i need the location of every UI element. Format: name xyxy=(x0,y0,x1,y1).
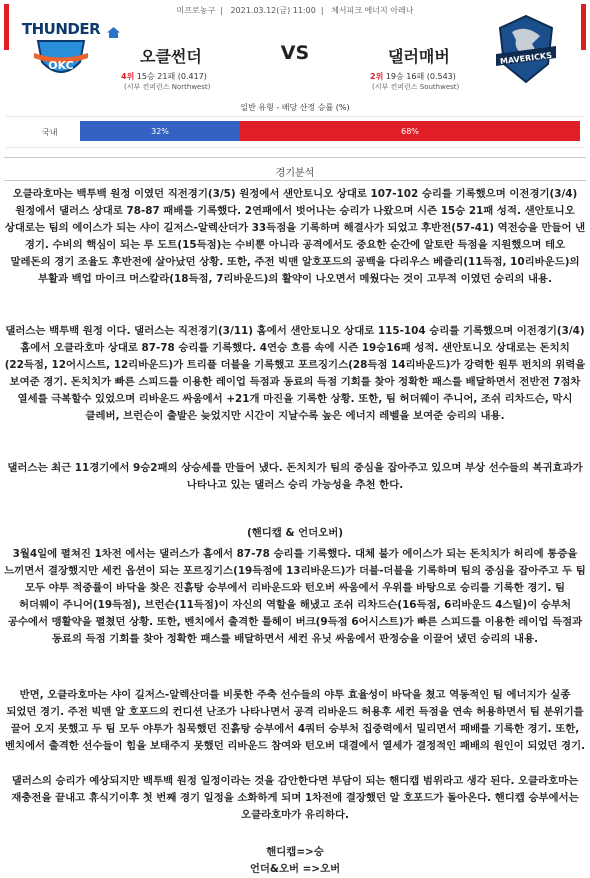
section-divider-bottom xyxy=(4,180,586,181)
home-probability-text: 32% xyxy=(151,126,169,136)
mavericks-logo-text: MAVERICKS xyxy=(499,50,553,67)
analysis-paragraph-2: 댈러스는 백투백 원정 이다. 댈러스는 직전경기(3/11) 홈에서 샌안토니오 상대로 115-104 승리를 기록했으며 이전경기(3/4) 홈에서 오클라호마 상대로 87-78 승리를 기록했다. 4연승 흐름 속에 시즌 19승16패 성적. 샌안토니오 상대로는 돈치치(22득점, 12어시스트, 12리바운드)가 트리플 더블을 기록했고 포르징기스(28득점 14리바운드)가 강력한 원투 펀치의 위력을 보여준 경기. 돈치치가 빠른 스피드를 이용한 레이업 득점과 동료의 득점 기회를 찾아 정확한 패스를 배달하면서 전반전 7점차 열세를 극복할수 있었으며 리바운드 싸움에서 +21개 마진을 기록한 상황. 또한, 팀 허더웨이 주니어, 조쉬 리차드슨, 막시 클레버, 브런슨이 출발은 늦었지만 시간이 지날수록 높은 에너지 레벨을 보여준 승리의 내용. xyxy=(4,325,586,422)
home-icon xyxy=(107,27,120,38)
okc-logo-text: OKC xyxy=(48,59,74,72)
win-probability-bar xyxy=(80,121,580,141)
handicap-pick: 핸디캡=>승 xyxy=(266,846,324,858)
match-info: 미프로농구 | 2021.03.12(금) 11:00 | 체서피크 에너지 아레나 xyxy=(176,6,414,15)
away-rank: 2위 xyxy=(370,72,384,81)
handicap-title: (핸디캡 & 언더오버) xyxy=(246,527,344,539)
under-over-pick: 언더&오버 =>오버 xyxy=(249,863,341,875)
betting-row-label: 국내 xyxy=(42,128,58,137)
away-conference: (서부 컨퍼런스 Southwest) xyxy=(372,83,460,91)
home-conference: (서부 컨퍼런스 Northwest) xyxy=(124,83,211,91)
league-name: 미프로농구 xyxy=(176,6,216,15)
thunder-logo-text: THUNDER xyxy=(21,20,101,38)
home-team-name: 오클썬더 xyxy=(140,47,202,66)
vs-label: VS xyxy=(280,42,310,64)
home-record xyxy=(121,71,207,82)
mavericks-logo xyxy=(492,14,560,86)
away-probability-text: 68% xyxy=(401,126,419,136)
analysis-title: 경기분석 xyxy=(275,168,315,179)
venue-name: 체서피크 에너지 아레나 xyxy=(331,6,414,15)
away-record xyxy=(370,71,456,82)
handicap-paragraph-1: 3월4일에 펼쳐진 1차전 에서는 댈러스가 홈에서 87-78 승리를 기록했다. 대체 불가 에이스가 되는 돈치치가 허리에 통증을 느끼면서 결장했지만 세컨 옵션이 되는 포르징기스(19득점에 13리바운드)가 더블-더블을 기록하며 팀의 중심을 잡아주고 두 팀 모두 야투 적중률이 바닥을 찾은 진흙탕 승부에서 리바운드와 턴오버 싸움에서 우위를 바탕으로 승리를 기록한 경기. 팀 허더웨이 주니어(19득점), 브런슨(11득점)이 자신의 역할을 해냈고 조쉬 리차드슨(16득점, 6리바운드 4스틸)이 승부처 공수에서 맹활약을 펼쳤던 상황. 또한, 벤치에서 출격한 틀헤이 버크(9득점 6어시스트)가 빠른 스피드를 이용한 레이업 득점과 동료의 득점 기회를 찾아 정확한 패스를 배달하면서 세컨 유닛 싸움에서 판정승을 이끌어 냈던 승리의 내용. xyxy=(4,548,586,645)
home-probability-fill xyxy=(80,121,240,141)
away-record-value: 19승 16패 (0.543) xyxy=(385,72,456,81)
section-divider-top xyxy=(4,157,586,158)
away-team-name: 댈러매버 xyxy=(388,47,450,66)
match-datetime: 2021.03.12(금) 11:00 xyxy=(230,6,316,15)
home-rank: 4위 xyxy=(121,72,135,81)
analysis-paragraph-3: 댈러스는 최근 11경기에서 9승2패의 상승세를 만들어 냈다. 돈치치가 팀의 중심을 잡아주고 있으며 부상 선수들의 복귀효과가 나타나고 있는 댈러스 승리 가능성을 추천 한다. xyxy=(7,462,583,491)
away-probability-fill xyxy=(240,121,580,141)
home-record-value: 15승 21패 (0.417) xyxy=(136,72,207,81)
betting-title: 일반 유형 - 배당 산정 승률 (%) xyxy=(240,103,350,112)
handicap-paragraph-3: 댈러스의 승리가 예상되지만 백투백 원정 일정이라는 것을 감안한다면 부담이 되는 핸디캡 범위라고 생각 된다. 오클라호마는 재충전을 끝내고 휴식기이후 첫 번째 경기 일정을 소화하게 되며 1차전에 결장했던 알 호포드가 돌아온다. 핸디캡 승부에서는 오클라호마가 유리하다. xyxy=(11,775,579,821)
handicap-paragraph-2: 반면, 오클라호마는 샤이 길저스-알렉산더를 비롯한 주축 선수들의 야투 효율성이 바닥을 쳤고 역동적인 팀 에너지가 실종 되었던 경기. 주전 빅맨 알 호포드의 컨디션 난조가 나타나면서 공격 리바운드 허용후 세컨 득점을 연속 허용하면서 팀 분위기를 끌어 오지 못했고 두 팀 모두 야투가 침묵했던 진흙탕 승부에서 4쿼터 승부처 집중력에서 밀리면서 패배를 기록한 경기. 또한, 벤치에서 출격한 선수들이 힘을 보태주지 못했던 리바운드 참여와 턴오버 대결에서 열세가 결정적인 패배의 원인이 되었던 경기. xyxy=(4,689,586,752)
analysis-paragraph-1: 오클라호마는 백투백 원정 이였던 직전경기(3/5) 원정에서 샌안토니오 상대로 107-102 승리를 기록했으며 이전경기(3/4) 원정에서 댈러스 상대로 78-87 패배를 기록했다. 2연패에서 벗어나는 승리가 나왔으며 시즌 15승 21패 성적. 샌안토니오 상대로는 팀의 에이스가 되는 샤이 길저스-알렉산더가 33득점을 기록하며 해결사가 되었고 후반전(57-41) 역전승을 만들어 낸 경기. 수비의 핵심이 되는 루 도트(15득점)는 수비뿐 아니라 공격에서도 중요한 순간에 알토란 득점을 지원했으며 테오 말레돈의 경기 조율도 후반전에 살아났던 상황. 또한, 주전 빅맨 알호포드의 공백을 다리우스 베즐리(11득점, 10리바운드)의 부활과 백업 마이크 머스칼라(18득점, 7리바운드)의 활약이 나오면서 메웠다는 것이 고무적 이였던 승리의 내용. xyxy=(4,188,586,285)
mavericks-shield-icon xyxy=(496,16,556,82)
